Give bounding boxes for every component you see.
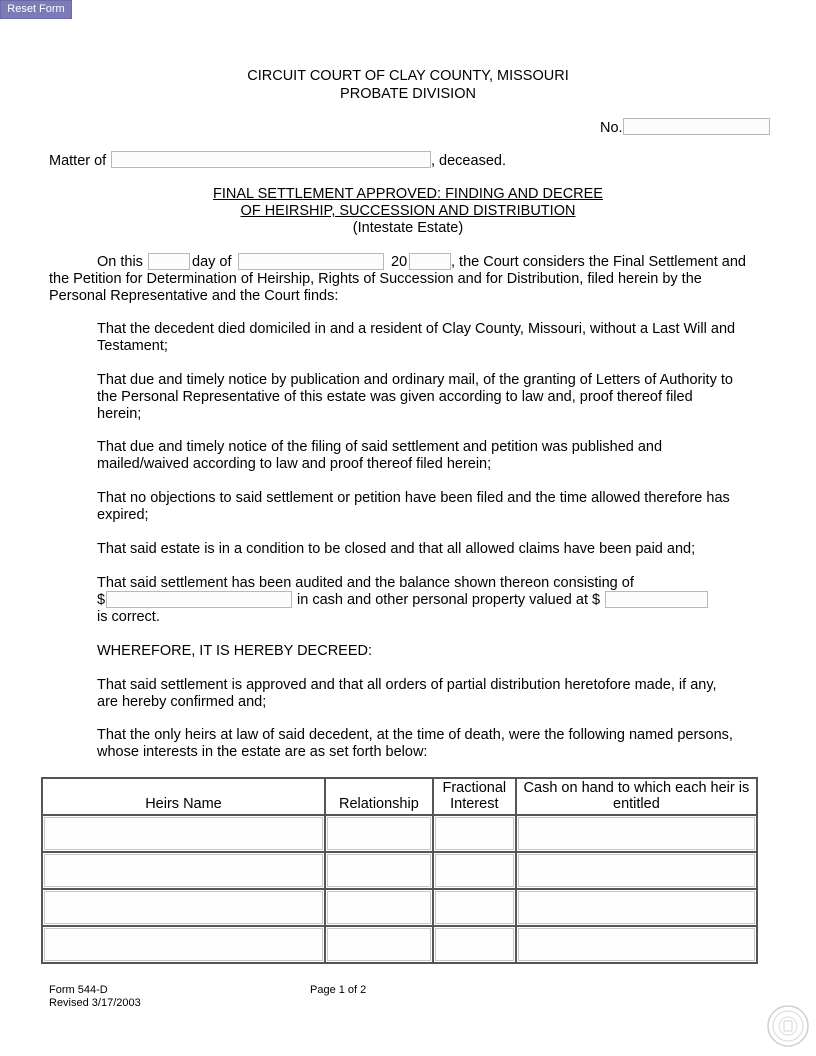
table-row bbox=[42, 926, 757, 963]
division-name: PROBATE DIVISION bbox=[340, 86, 476, 102]
relationship-input[interactable] bbox=[327, 817, 431, 850]
audit-dollar: $ bbox=[97, 592, 106, 608]
cash-on-hand-input[interactable] bbox=[518, 928, 755, 961]
court-name: CIRCUIT COURT OF CLAY COUNTY, MISSOURI bbox=[247, 68, 569, 84]
court-seal-icon bbox=[766, 1004, 810, 1048]
cash-balance-field[interactable] bbox=[106, 591, 292, 608]
cash-on-hand-input[interactable] bbox=[518, 854, 755, 887]
audit-line-1: That said settlement has been audited and the balance shown thereon consisting of bbox=[97, 575, 634, 591]
heir-name-input[interactable] bbox=[44, 854, 323, 887]
finding-estate-closed: That said estate is in a condition to be closed and that all allowed claims have been paid and; bbox=[97, 541, 696, 557]
decree-heirs: That the only heirs at law of said decedent, at the time of death, were the following named persons, whose interests in the estate are as set forth below: bbox=[97, 727, 733, 760]
year-prefix: 20 bbox=[391, 254, 408, 270]
table-row bbox=[42, 815, 757, 852]
header-fractional-interest: Fractional Interest bbox=[433, 778, 516, 815]
fractional-interest-input[interactable] bbox=[435, 854, 514, 887]
day-of-label: day of bbox=[192, 254, 232, 270]
heir-name-input[interactable] bbox=[44, 928, 323, 961]
table-row bbox=[42, 889, 757, 926]
form-number: Form 544-D bbox=[49, 984, 108, 996]
table-header-row bbox=[42, 778, 757, 815]
page-number: Page 1 of 2 bbox=[310, 984, 367, 996]
cash-on-hand-input[interactable] bbox=[518, 891, 755, 924]
finding-no-objections: That no objections to said settlement or petition have been filed and the time allowed therefore has expired; bbox=[97, 490, 730, 523]
deceased-label: , deceased. bbox=[431, 153, 506, 169]
title-line-3: (Intestate Estate) bbox=[352, 220, 464, 236]
matter-of-label: Matter of bbox=[49, 153, 107, 169]
heir-name-input[interactable] bbox=[44, 891, 323, 924]
intro-line-3: Personal Representative and the Court finds: bbox=[49, 288, 339, 304]
case-no-label: No. bbox=[600, 120, 623, 136]
heir-name-input[interactable] bbox=[44, 817, 323, 850]
finding-notice-filing: That due and timely notice of the filing of said settlement and petition was published and mailed/waived according to law and proof thereof filed herein; bbox=[97, 439, 663, 472]
header-relationship: Relationship bbox=[325, 778, 433, 815]
intro-rest: , the Court considers the Final Settlement and bbox=[451, 254, 746, 270]
revised-date: Revised 3/17/2003 bbox=[49, 997, 141, 1009]
audit-mid: in cash and other personal property valued at $ bbox=[297, 592, 601, 608]
header-cash-on-hand: Cash on hand to which each heir is entitled bbox=[516, 778, 757, 815]
decedent-name-field[interactable] bbox=[111, 151, 431, 168]
finding-domicile: That the decedent died domiciled in and a resident of Clay County, Missouri, without a Last Will and Testament; bbox=[97, 321, 736, 354]
title-line-1: FINAL SETTLEMENT APPROVED: FINDING AND DECREE bbox=[213, 186, 603, 202]
intro-line-2: the Petition for Determination of Heirship, Rights of Succession and for Distribution, filed herein by the bbox=[49, 271, 702, 287]
relationship-input[interactable] bbox=[327, 891, 431, 924]
header-heirs-name: Heirs Name bbox=[42, 778, 325, 815]
reset-form-button[interactable]: Reset Form bbox=[0, 0, 72, 19]
heirs-table bbox=[41, 777, 758, 964]
relationship-input[interactable] bbox=[327, 854, 431, 887]
finding-notice-letters: That due and timely notice by publication and ordinary mail, of the granting of Letters of Authority to the Personal Representative of this estate was given according to law and, proof thereof filed herein; bbox=[97, 372, 733, 422]
case-no-field[interactable] bbox=[623, 118, 770, 135]
month-field[interactable] bbox=[238, 253, 384, 270]
decree-heading: WHEREFORE, IT IS HEREBY DECREED: bbox=[97, 643, 373, 659]
relationship-input[interactable] bbox=[327, 928, 431, 961]
fractional-interest-input[interactable] bbox=[435, 817, 514, 850]
title-line-2: OF HEIRSHIP, SUCCESSION AND DISTRIBUTION bbox=[240, 203, 576, 219]
year-field[interactable] bbox=[409, 253, 451, 270]
day-field[interactable] bbox=[148, 253, 190, 270]
fractional-interest-input[interactable] bbox=[435, 891, 514, 924]
audit-line-3: is correct. bbox=[97, 609, 160, 625]
decree-approved: That said settlement is approved and that all orders of partial distribution heretofore made, if any, are hereby confirmed and; bbox=[97, 677, 717, 710]
table-row bbox=[42, 852, 757, 889]
on-this-label: On this bbox=[97, 254, 143, 270]
fractional-interest-input[interactable] bbox=[435, 928, 514, 961]
cash-on-hand-input[interactable] bbox=[518, 817, 755, 850]
property-value-field[interactable] bbox=[605, 591, 708, 608]
